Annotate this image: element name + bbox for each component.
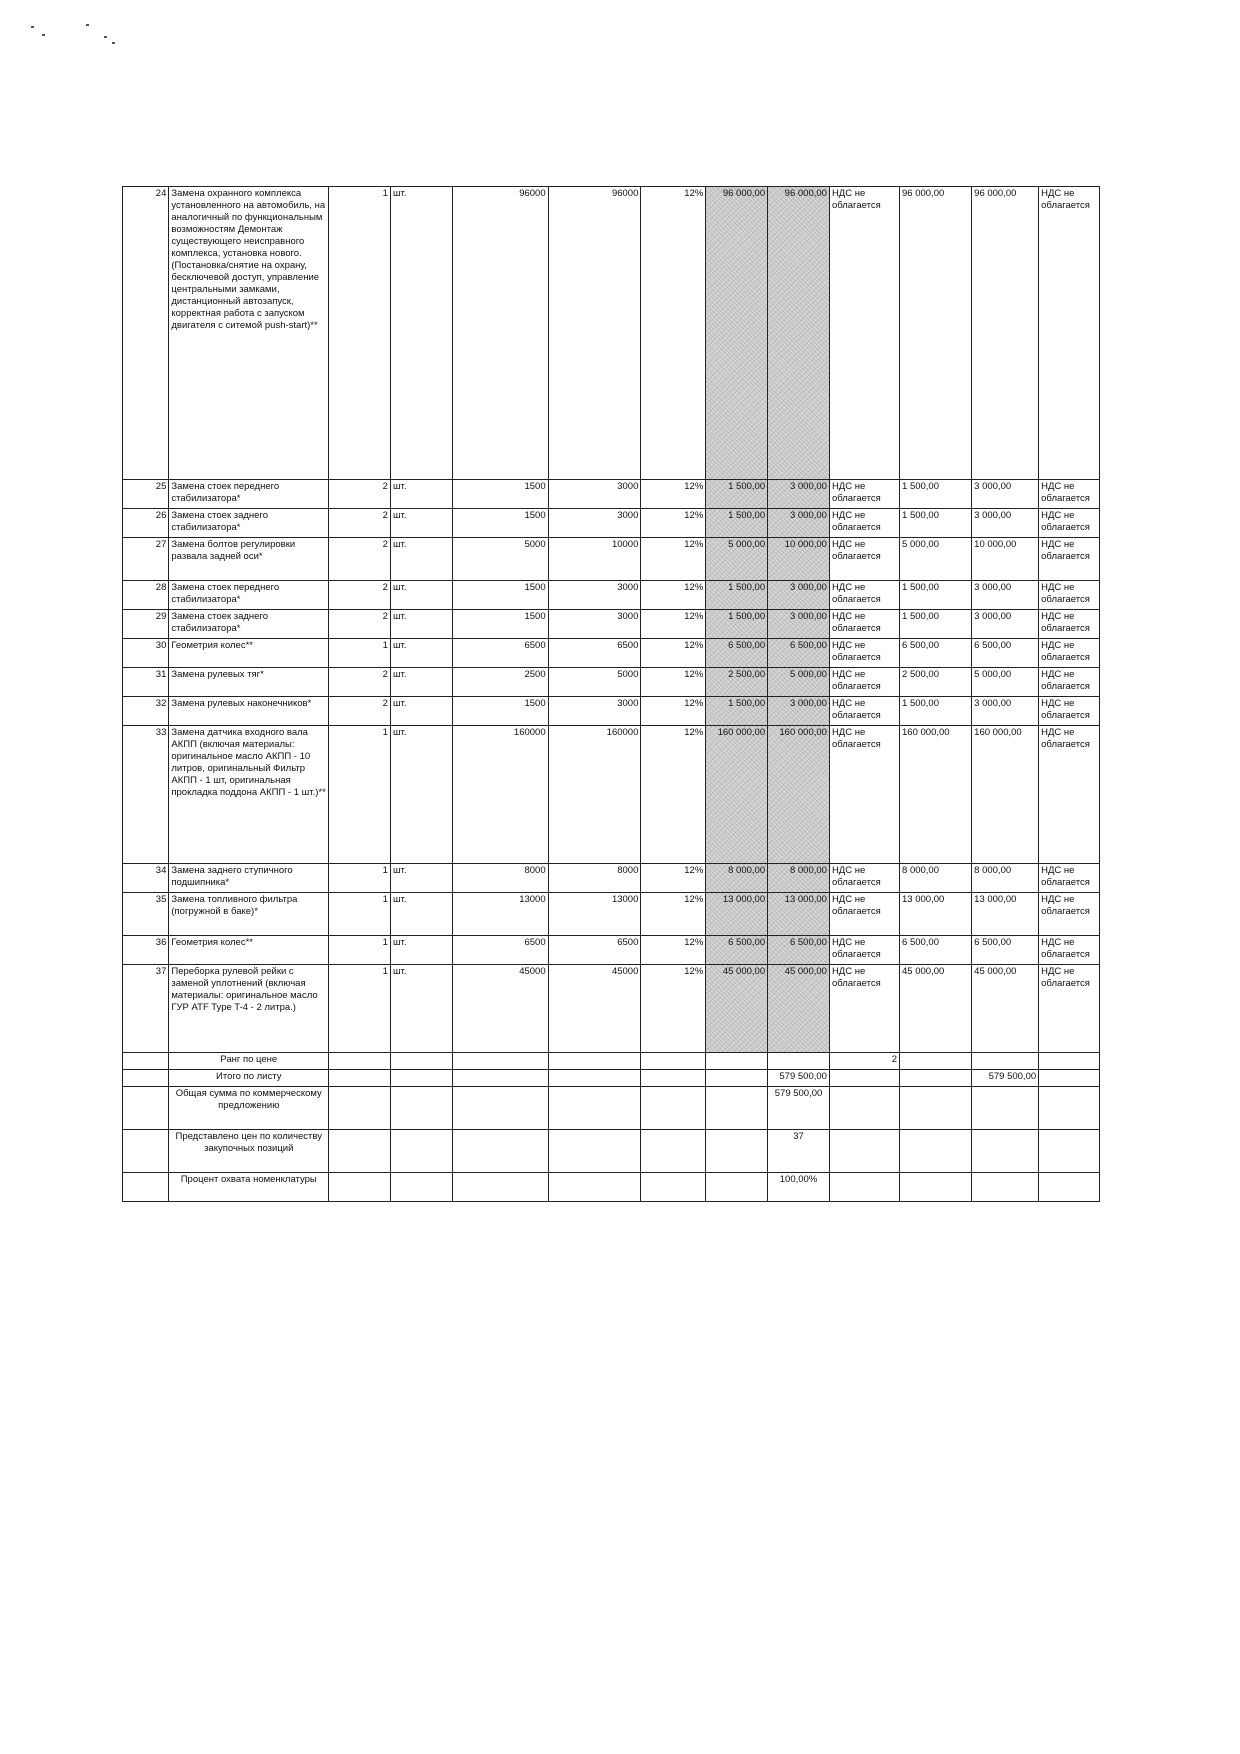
final-sum: 13 000,00 bbox=[972, 893, 1039, 936]
table-row bbox=[123, 480, 1100, 509]
count-value: 37 bbox=[768, 1130, 830, 1173]
vat-note-2: НДС не облагается bbox=[1039, 965, 1100, 1053]
price-with-markup: 1 500,00 bbox=[706, 697, 768, 726]
price-with-markup: 13 000,00 bbox=[706, 893, 768, 936]
row-number: 27 bbox=[123, 538, 169, 581]
quantity: 1 bbox=[329, 965, 391, 1053]
table-row bbox=[123, 581, 1100, 610]
unit-price: 1500 bbox=[452, 697, 548, 726]
sheet-total-label: Итого по листу bbox=[169, 1070, 329, 1087]
unit: шт. bbox=[390, 936, 452, 965]
unit-price: 13000 bbox=[452, 893, 548, 936]
final-price: 5 000,00 bbox=[900, 538, 972, 581]
item-name: Переборка рулевой рейки с заменой уплотнений (включая материалы: оригинальное масло ГУР ATF Type T-4 - 2 литра.) bbox=[169, 965, 329, 1053]
vat-note: НДС не облагается bbox=[829, 965, 899, 1053]
quantity: 2 bbox=[329, 538, 391, 581]
vat-note: НДС не облагается bbox=[829, 668, 899, 697]
item-name: Замена топливного фильтра (погружной в баке)* bbox=[169, 893, 329, 936]
quantity: 2 bbox=[329, 668, 391, 697]
final-price: 96 000,00 bbox=[900, 187, 972, 480]
vat-note-2: НДС не облагается bbox=[1039, 538, 1100, 581]
table-row bbox=[123, 697, 1100, 726]
unit-price: 45000 bbox=[452, 965, 548, 1053]
final-sum: 3 000,00 bbox=[972, 581, 1039, 610]
total-sum: 6500 bbox=[548, 639, 641, 668]
row-number: 30 bbox=[123, 639, 169, 668]
table-row bbox=[123, 864, 1100, 893]
percent: 12% bbox=[641, 965, 706, 1053]
table-row bbox=[123, 893, 1100, 936]
final-price: 1 500,00 bbox=[900, 610, 972, 639]
scan-speck bbox=[31, 26, 34, 28]
vat-note: НДС не облагается bbox=[829, 610, 899, 639]
vat-note-2: НДС не облагается bbox=[1039, 697, 1100, 726]
price-with-markup: 6 500,00 bbox=[706, 936, 768, 965]
count-row bbox=[123, 1130, 1100, 1173]
final-price: 2 500,00 bbox=[900, 668, 972, 697]
sum-with-markup: 3 000,00 bbox=[768, 509, 830, 538]
total-sum: 3000 bbox=[548, 610, 641, 639]
quantity: 2 bbox=[329, 480, 391, 509]
scan-speck bbox=[86, 24, 89, 26]
sum-with-markup: 6 500,00 bbox=[768, 639, 830, 668]
percent: 12% bbox=[641, 509, 706, 538]
row-number: 31 bbox=[123, 668, 169, 697]
quantity: 1 bbox=[329, 893, 391, 936]
sum-with-markup: 6 500,00 bbox=[768, 936, 830, 965]
item-name: Геометрия колес** bbox=[169, 639, 329, 668]
sum-with-markup: 3 000,00 bbox=[768, 697, 830, 726]
summary-body bbox=[123, 1053, 1100, 1202]
price-with-markup: 96 000,00 bbox=[706, 187, 768, 480]
unit: шт. bbox=[390, 581, 452, 610]
sum-with-markup: 10 000,00 bbox=[768, 538, 830, 581]
offer-total-label: Общая сумма по коммерческому предложению bbox=[169, 1087, 329, 1130]
final-sum: 3 000,00 bbox=[972, 697, 1039, 726]
percent: 12% bbox=[641, 697, 706, 726]
quantity: 1 bbox=[329, 936, 391, 965]
vat-note: НДС не облагается bbox=[829, 187, 899, 480]
item-name: Геометрия колес** bbox=[169, 936, 329, 965]
final-price: 8 000,00 bbox=[900, 864, 972, 893]
total-sum: 3000 bbox=[548, 509, 641, 538]
vat-note-2: НДС не облагается bbox=[1039, 893, 1100, 936]
quantity: 1 bbox=[329, 726, 391, 864]
quantity: 1 bbox=[329, 864, 391, 893]
unit-price: 1500 bbox=[452, 581, 548, 610]
scan-speck bbox=[42, 34, 45, 36]
rank-label: Ранг по цене bbox=[169, 1053, 329, 1070]
price-with-markup: 6 500,00 bbox=[706, 639, 768, 668]
percent: 12% bbox=[641, 581, 706, 610]
vat-note: НДС не облагается bbox=[829, 697, 899, 726]
unit-price: 8000 bbox=[452, 864, 548, 893]
sum-with-markup: 160 000,00 bbox=[768, 726, 830, 864]
price-with-markup: 45 000,00 bbox=[706, 965, 768, 1053]
item-name: Замена рулевых тяг* bbox=[169, 668, 329, 697]
vat-note-2: НДС не облагается bbox=[1039, 864, 1100, 893]
vat-note: НДС не облагается bbox=[829, 480, 899, 509]
row-number: 24 bbox=[123, 187, 169, 480]
final-sum: 45 000,00 bbox=[972, 965, 1039, 1053]
percent: 12% bbox=[641, 187, 706, 480]
row-number: 28 bbox=[123, 581, 169, 610]
vat-note: НДС не облагается bbox=[829, 581, 899, 610]
scan-speck bbox=[112, 42, 115, 44]
sum-with-markup: 45 000,00 bbox=[768, 965, 830, 1053]
item-name: Замена рулевых наконечников* bbox=[169, 697, 329, 726]
sum-with-markup: 96 000,00 bbox=[768, 187, 830, 480]
sum-with-markup: 5 000,00 bbox=[768, 668, 830, 697]
unit: шт. bbox=[390, 187, 452, 480]
table-row bbox=[123, 936, 1100, 965]
unit: шт. bbox=[390, 697, 452, 726]
vat-note: НДС не облагается bbox=[829, 538, 899, 581]
percent: 12% bbox=[641, 726, 706, 864]
vat-note: НДС не облагается bbox=[829, 726, 899, 864]
unit: шт. bbox=[390, 639, 452, 668]
vat-note: НДС не облагается bbox=[829, 893, 899, 936]
vat-note-2: НДС не облагается bbox=[1039, 639, 1100, 668]
sum-with-markup: 3 000,00 bbox=[768, 581, 830, 610]
vat-note-2: НДС не облагается bbox=[1039, 936, 1100, 965]
total-sum: 6500 bbox=[548, 936, 641, 965]
vat-note-2: НДС не облагается bbox=[1039, 610, 1100, 639]
item-name: Замена стоек заднего стабилизатора* bbox=[169, 610, 329, 639]
final-sum: 3 000,00 bbox=[972, 610, 1039, 639]
vat-note-2: НДС не облагается bbox=[1039, 187, 1100, 480]
unit-price: 1500 bbox=[452, 480, 548, 509]
offer-total-row bbox=[123, 1087, 1100, 1130]
table-row bbox=[123, 187, 1100, 480]
sheet-total-row bbox=[123, 1070, 1100, 1087]
sum-with-markup: 3 000,00 bbox=[768, 480, 830, 509]
item-name: Замена датчика входного вала АКПП (включая материалы: оригинальное масло АКПП - 10 литров, оригинальный Фильтр АКПП - 1 шт, оригинальная прокладка поддона АКПП - 1 шт.)** bbox=[169, 726, 329, 864]
unit: шт. bbox=[390, 538, 452, 581]
unit: шт. bbox=[390, 668, 452, 697]
table-row bbox=[123, 610, 1100, 639]
unit-price: 6500 bbox=[452, 936, 548, 965]
unit: шт. bbox=[390, 726, 452, 864]
final-price: 1 500,00 bbox=[900, 697, 972, 726]
final-price: 1 500,00 bbox=[900, 581, 972, 610]
coverage-row bbox=[123, 1173, 1100, 1202]
item-name: Замена стоек переднего стабилизатора* bbox=[169, 480, 329, 509]
unit: шт. bbox=[390, 965, 452, 1053]
final-sum: 96 000,00 bbox=[972, 187, 1039, 480]
sheet-total-d: 579 500,00 bbox=[972, 1070, 1039, 1087]
total-sum: 5000 bbox=[548, 668, 641, 697]
item-name: Замена заднего ступичного подшипника* bbox=[169, 864, 329, 893]
vat-note: НДС не облагается bbox=[829, 936, 899, 965]
item-name: Замена охранного комплекса установленного на автомобиль, на аналогичный по функциональным возможностям Демонтаж существующего неисправного комплекса, установка нового. (Постановка/снятие на охрану, бесключевой доступ, управление центральными замками, дистанционный автозапуск, корректная работа с запуском двигателя с ситемой push-start)** bbox=[169, 187, 329, 480]
quantity: 2 bbox=[329, 581, 391, 610]
total-sum: 10000 bbox=[548, 538, 641, 581]
scan-speck bbox=[104, 36, 107, 38]
unit-price: 160000 bbox=[452, 726, 548, 864]
vat-note-2: НДС не облагается bbox=[1039, 726, 1100, 864]
final-sum: 6 500,00 bbox=[972, 936, 1039, 965]
total-sum: 45000 bbox=[548, 965, 641, 1053]
row-number: 37 bbox=[123, 965, 169, 1053]
price-with-markup: 160 000,00 bbox=[706, 726, 768, 864]
price-table bbox=[122, 186, 1100, 1202]
quantity: 2 bbox=[329, 697, 391, 726]
row-number: 29 bbox=[123, 610, 169, 639]
unit-price: 1500 bbox=[452, 509, 548, 538]
table-row bbox=[123, 726, 1100, 864]
final-price: 6 500,00 bbox=[900, 639, 972, 668]
table-row bbox=[123, 509, 1100, 538]
unit-price: 6500 bbox=[452, 639, 548, 668]
percent: 12% bbox=[641, 893, 706, 936]
percent: 12% bbox=[641, 639, 706, 668]
row-number: 26 bbox=[123, 509, 169, 538]
count-label: Представлено цен по количеству закупочных позиций bbox=[169, 1130, 329, 1173]
table-row bbox=[123, 965, 1100, 1053]
total-sum: 96000 bbox=[548, 187, 641, 480]
unit: шт. bbox=[390, 509, 452, 538]
final-sum: 10 000,00 bbox=[972, 538, 1039, 581]
unit: шт. bbox=[390, 893, 452, 936]
final-sum: 3 000,00 bbox=[972, 509, 1039, 538]
percent: 12% bbox=[641, 864, 706, 893]
row-number: 33 bbox=[123, 726, 169, 864]
table-row bbox=[123, 668, 1100, 697]
quantity: 1 bbox=[329, 639, 391, 668]
price-with-markup: 1 500,00 bbox=[706, 581, 768, 610]
final-sum: 160 000,00 bbox=[972, 726, 1039, 864]
sum-with-markup: 8 000,00 bbox=[768, 864, 830, 893]
final-price: 13 000,00 bbox=[900, 893, 972, 936]
item-name: Замена болтов регулировки развала задней оси* bbox=[169, 538, 329, 581]
table-row bbox=[123, 639, 1100, 668]
total-sum: 3000 bbox=[548, 697, 641, 726]
row-number: 32 bbox=[123, 697, 169, 726]
price-with-markup: 5 000,00 bbox=[706, 538, 768, 581]
percent: 12% bbox=[641, 538, 706, 581]
row-number: 35 bbox=[123, 893, 169, 936]
rank-value: 2 bbox=[829, 1053, 899, 1070]
final-sum: 3 000,00 bbox=[972, 480, 1039, 509]
final-sum: 8 000,00 bbox=[972, 864, 1039, 893]
total-sum: 3000 bbox=[548, 480, 641, 509]
price-with-markup: 1 500,00 bbox=[706, 480, 768, 509]
final-price: 1 500,00 bbox=[900, 480, 972, 509]
quantity: 2 bbox=[329, 509, 391, 538]
unit-price: 5000 bbox=[452, 538, 548, 581]
vat-note-2: НДС не облагается bbox=[1039, 509, 1100, 538]
percent: 12% bbox=[641, 668, 706, 697]
item-name: Замена стоек переднего стабилизатора* bbox=[169, 581, 329, 610]
row-number: 34 bbox=[123, 864, 169, 893]
final-price: 160 000,00 bbox=[900, 726, 972, 864]
unit: шт. bbox=[390, 610, 452, 639]
vat-note-2: НДС не облагается bbox=[1039, 480, 1100, 509]
total-sum: 8000 bbox=[548, 864, 641, 893]
total-sum: 160000 bbox=[548, 726, 641, 864]
sum-with-markup: 3 000,00 bbox=[768, 610, 830, 639]
final-price: 45 000,00 bbox=[900, 965, 972, 1053]
rank-row bbox=[123, 1053, 1100, 1070]
total-sum: 3000 bbox=[548, 581, 641, 610]
unit-price: 2500 bbox=[452, 668, 548, 697]
unit-price: 1500 bbox=[452, 610, 548, 639]
table-body bbox=[123, 187, 1100, 1053]
vat-note: НДС не облагается bbox=[829, 509, 899, 538]
row-number: 25 bbox=[123, 480, 169, 509]
vat-note-2: НДС не облагается bbox=[1039, 668, 1100, 697]
vat-note-2: НДС не облагается bbox=[1039, 581, 1100, 610]
row-number: 36 bbox=[123, 936, 169, 965]
final-sum: 6 500,00 bbox=[972, 639, 1039, 668]
offer-total-value: 579 500,00 bbox=[768, 1087, 830, 1130]
final-price: 6 500,00 bbox=[900, 936, 972, 965]
price-with-markup: 8 000,00 bbox=[706, 864, 768, 893]
item-name: Замена стоек заднего стабилизатора* bbox=[169, 509, 329, 538]
price-with-markup: 2 500,00 bbox=[706, 668, 768, 697]
unit-price: 96000 bbox=[452, 187, 548, 480]
coverage-value: 100,00% bbox=[768, 1173, 830, 1202]
sheet-total-b: 579 500,00 bbox=[768, 1070, 830, 1087]
sum-with-markup: 13 000,00 bbox=[768, 893, 830, 936]
percent: 12% bbox=[641, 480, 706, 509]
vat-note: НДС не облагается bbox=[829, 639, 899, 668]
quantity: 1 bbox=[329, 187, 391, 480]
percent: 12% bbox=[641, 936, 706, 965]
vat-note: НДС не облагается bbox=[829, 864, 899, 893]
final-sum: 5 000,00 bbox=[972, 668, 1039, 697]
percent: 12% bbox=[641, 610, 706, 639]
total-sum: 13000 bbox=[548, 893, 641, 936]
coverage-label: Процент охвата номенклатуры bbox=[169, 1173, 329, 1202]
unit: шт. bbox=[390, 480, 452, 509]
final-price: 1 500,00 bbox=[900, 509, 972, 538]
table-row bbox=[123, 538, 1100, 581]
unit: шт. bbox=[390, 864, 452, 893]
quantity: 2 bbox=[329, 610, 391, 639]
price-with-markup: 1 500,00 bbox=[706, 610, 768, 639]
price-with-markup: 1 500,00 bbox=[706, 509, 768, 538]
